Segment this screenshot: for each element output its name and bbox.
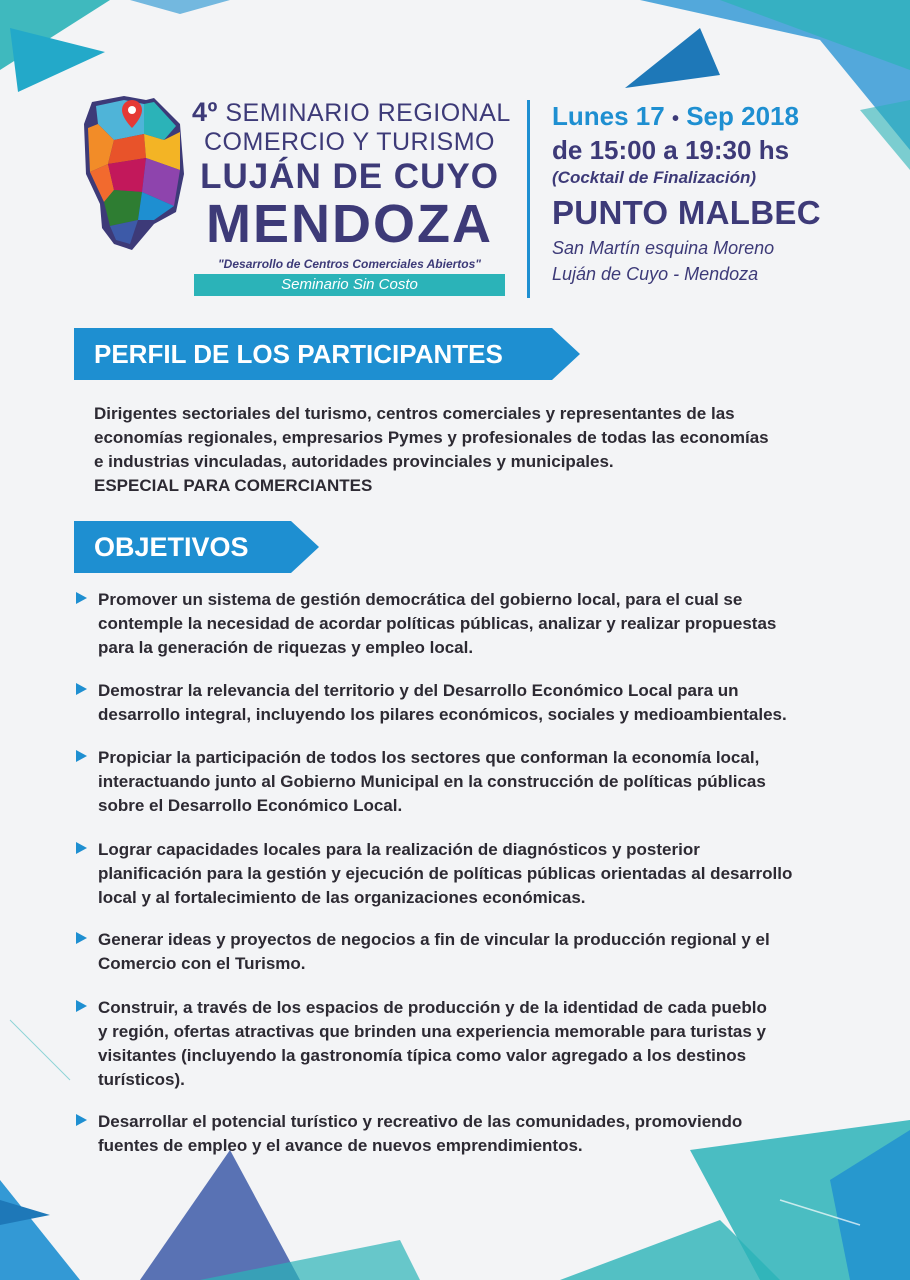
objective-line: Desarrollar el potencial turístico y recreativo de las comunidades, promoviendo (98, 1112, 743, 1131)
header-divider (527, 100, 530, 298)
triangle-bullet-icon (76, 750, 87, 762)
event-venue: PUNTO MALBEC (552, 194, 821, 231)
triangle-bullet-icon (76, 842, 87, 854)
objective-line: turísticos). (98, 1070, 185, 1089)
perfil-description (94, 402, 834, 474)
objective-line: Comercio con el Turismo. (98, 954, 306, 973)
event-title-block (192, 97, 511, 296)
objective-line: Lograr capacidades locales para la realización de diagnósticos y posterior (98, 840, 700, 859)
event-date: Lunes 17 • Sep 2018 (552, 101, 799, 131)
perfil-heading: PERFIL DE LOS PARTICIPANTES (74, 328, 552, 380)
triangle-bullet-icon (76, 683, 87, 695)
objective-line: y región, ofertas atractivas que brinden una experiencia memorable para turistas y (98, 1022, 766, 1041)
objective-line: Construir, a través de los espacios de producción y de la identidad de cada pueblo (98, 998, 767, 1017)
title-line-4: MENDOZA (206, 194, 493, 254)
event-details (552, 100, 892, 287)
event-address-line-2: Luján de Cuyo - Mendoza (552, 264, 759, 284)
title-line-2: COMERCIO Y TURISMO (204, 128, 495, 156)
objective-line: visitantes (incluyendo la gastronomía típica como valor agregado a los destinos (98, 1046, 747, 1065)
title-line-3: LUJÁN DE CUYO (200, 157, 499, 196)
triangle-bullet-icon (76, 1114, 87, 1126)
perfil-line: e industrias vinculadas, autoridades provinciales y municipales. (94, 452, 614, 471)
triangle-bullet-icon (76, 592, 87, 604)
objective-line: planificación para la gestión y ejecución de políticas públicas orientadas al desarrollo (98, 864, 793, 883)
objective-line: contemple la necesidad de acordar políticas públicas, analizar y realizar propuestas (98, 614, 777, 633)
mendoza-map-logo (84, 94, 184, 252)
objective-line: fuentes de empleo y el avance de nuevos emprendimientos. (98, 1136, 583, 1155)
triangle-bullet-icon (76, 932, 87, 944)
perfil-line: economías regionales, empresarios Pymes y profesionales de todas las economías (94, 428, 769, 447)
objective-line: sobre el Desarrollo Económico Local. (98, 796, 403, 815)
event-address-line-1: San Martín esquina Moreno (552, 238, 775, 258)
perfil-line: Dirigentes sectoriales del turismo, centros comerciales y representantes de las (94, 404, 735, 423)
title-line-1: 4º SEMINARIO REGIONAL (192, 97, 511, 127)
objective-line: local y al fortalecimiento de las organizaciones económicas. (98, 888, 586, 907)
event-time: de 15:00 a 19:30 hs (552, 135, 790, 165)
subtitle: "Desarrollo de Centros Comerciales Abiertos" (217, 257, 481, 271)
objetivos-heading: OBJETIVOS (74, 521, 291, 573)
event-note: (Cocktail de Finalización) (552, 168, 757, 187)
objective-line: Generar ideas y proyectos de negocios a fin de vincular la producción regional y el (98, 930, 770, 949)
objective-line: interactuando junto al Gobierno Municipal en la construcción de políticas públicas (98, 772, 766, 791)
free-seminar-badge: Seminario Sin Costo (194, 274, 505, 296)
objective-line: para la generación de riquezas y empleo local. (98, 638, 474, 657)
objective-line: Demostrar la relevancia del territorio y del Desarrollo Económico Local para un (98, 681, 739, 700)
triangle-bullet-icon (76, 1000, 87, 1012)
objective-line: Propiciar la participación de todos los sectores que conforman la economía local, (98, 748, 760, 767)
objective-line: Promover un sistema de gestión democrática del gobierno local, para el cual se (98, 590, 743, 609)
objective-line: desarrollo integral, incluyendo los pilares económicos, sociales y medioambientales. (98, 705, 787, 724)
perfil-special-note: ESPECIAL PARA COMERCIANTES (94, 476, 373, 495)
